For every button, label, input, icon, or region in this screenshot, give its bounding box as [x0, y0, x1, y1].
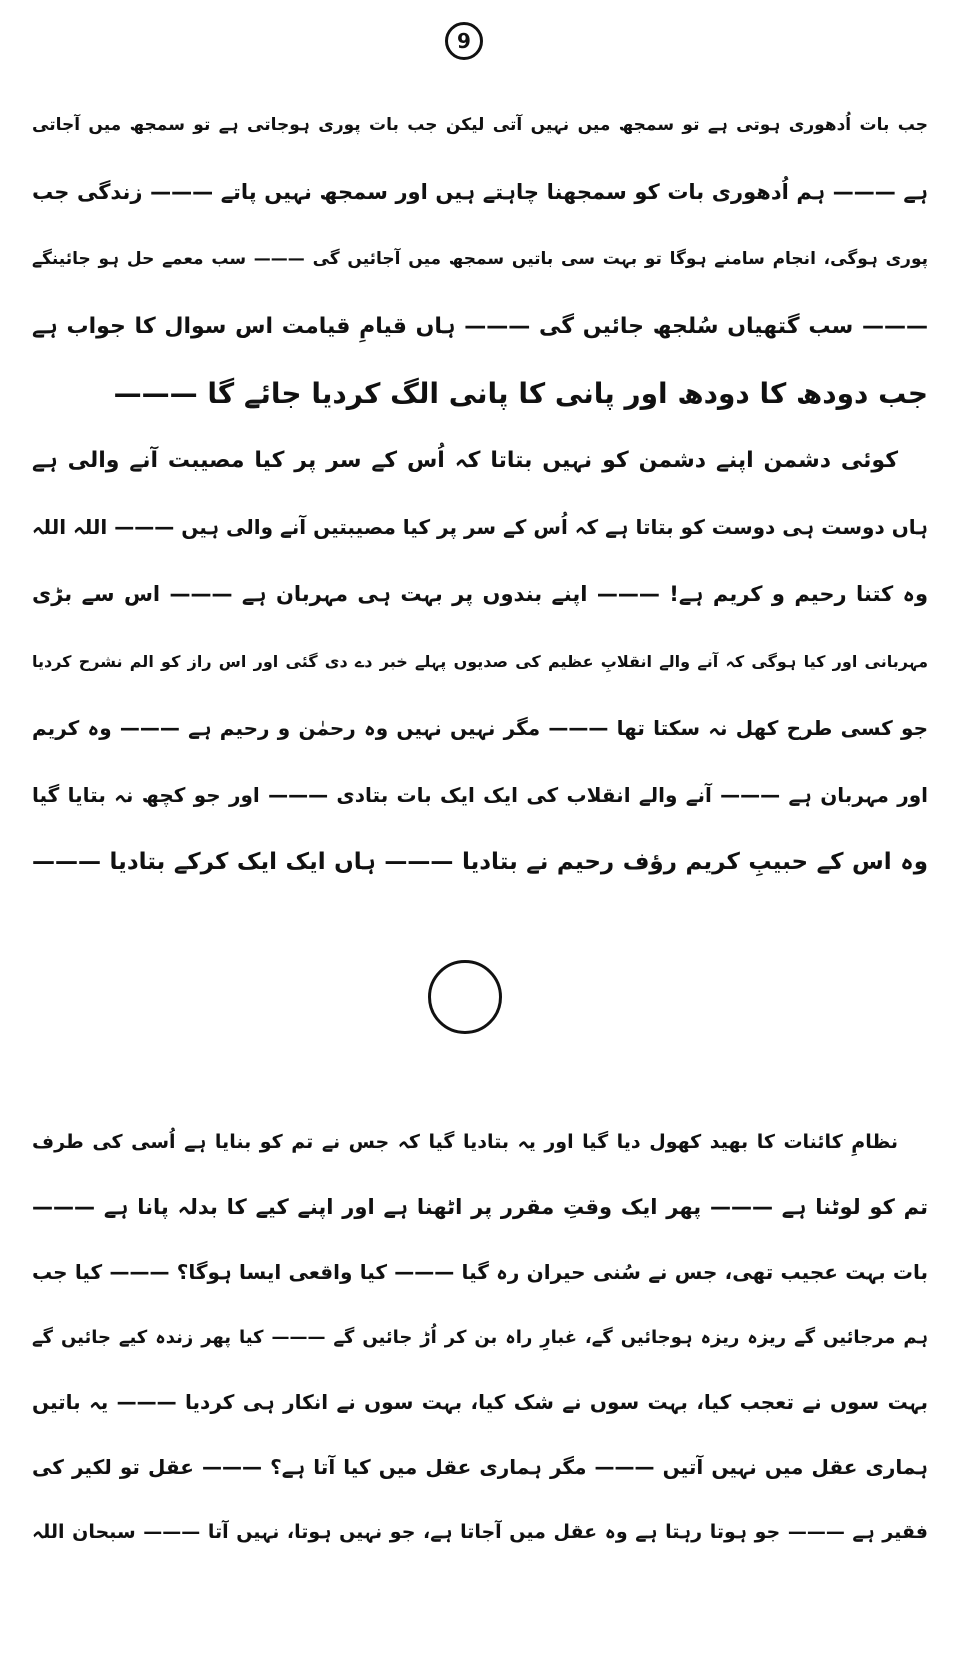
text-line: ہم مرجائیں گے ریزہ ریزہ ہوجائیں گے، غبارِ راہ بن کر اُڑ جائیں گے ——— کیا پھر زندہ کیے جائیں گے [32, 1327, 928, 1348]
text-line: تم کو لوٹنا ہے ——— پھر ایک وقتِ مقرر پر اٹھنا ہے اور اپنے کیے کا بدلہ پانا ہے ——— [32, 1195, 928, 1219]
text-line: کوئی دشمن اپنے دشمن کو نہیں بتاتا کہ اُس کے سر پر کیا مصیبت آنے والی ہے [32, 448, 898, 473]
section-separator-circle [428, 960, 502, 1034]
text-line: ہاں دوست ہی دوست کو بتاتا ہے کہ اُس کے سر پر کیا مصیبتیں آنے والی ہیں ——— اللہ اللہ [32, 515, 928, 539]
text-line: ——— سب گتھیاں سُلجھ جائیں گی ——— ہاں قیامِ قیامت اس سوال کا جواب ہے [32, 314, 928, 339]
text-line: ہماری عقل میں نہیں آتیں ——— مگر ہماری عقل میں کیا آتا ہے؟ ——— عقل تو لکیر کی [32, 1455, 928, 1479]
text-line: بات بہت عجیب تھی، جس نے سُنی حیران رہ گیا ——— کیا واقعی ایسا ہوگا؟ ——— کیا جب [32, 1260, 928, 1284]
page-number [445, 22, 483, 60]
text-line: وہ کتنا رحیم و کریم ہے! ——— اپنے بندوں پر بہت ہی مہربان ہے ——— اس سے بڑی [32, 582, 928, 606]
paragraph-section-1 [32, 92, 928, 896]
text-line: فقیر ہے ——— جو ہوتا رہتا ہے وہ عقل میں آجاتا ہے، جو نہیں ہوتا، نہیں آتا ——— سبحان اللہ [32, 1521, 928, 1543]
page-number-text: 9 [457, 29, 471, 53]
text-line: بہت سوں نے تعجب کیا، بہت سوں نے شک کیا، بہت سوں نے انکار ہی کردیا ——— یہ باتیں [32, 1390, 928, 1414]
text-line: جو کسی طرح کھل نہ سکتا تھا ——— مگر نہیں نہیں وہ رحمٰن و رحیم ہے ——— وہ کریم [32, 716, 928, 740]
text-line: اور مہربان ہے ——— آنے والے انقلاب کی ایک ایک بات بتادی ——— اور جو کچھ نہ بتایا گیا [32, 783, 928, 807]
text-line: مہربانی اور کیا ہوگی کہ آنے والے انقلابِ عظیم کی صدیوں پہلے خبر دے دی گئی اور اس راز کو الم نشرح کردیا [32, 652, 928, 671]
paragraph-section-2 [32, 1110, 928, 1565]
text-line: نظامِ کائنات کا بھید کھول دیا گیا اور یہ بتادیا گیا کہ جس نے تم کو بنایا ہے اُسی کی طرف [32, 1131, 898, 1153]
text-line: وہ اس کے حبیبِ کریم رؤف رحیم نے بتادیا ——— ہاں ایک ایک کرکے بتادیا ——— [32, 849, 928, 875]
text-line: ہے ——— ہم اُدھوری بات کو سمجھنا چاہتے ہیں اور سمجھ نہیں پاتے ——— زندگی جب [32, 180, 928, 204]
text-line: جب دودھ کا دودھ اور پانی کا پانی الگ کردیا جائے گا ——— [113, 377, 928, 410]
text-line: پوری ہوگی، انجام سامنے ہوگا تو بہت سی باتیں سمجھ میں آجائیں گی ——— سب معمے حل ہو جائینگے [32, 249, 928, 269]
text-line: جب بات اُدھوری ہوتی ہے تو سمجھ میں نہیں آتی لیکن جب بات پوری ہوجاتی ہے تو سمجھ میں آجاتی [32, 115, 928, 135]
